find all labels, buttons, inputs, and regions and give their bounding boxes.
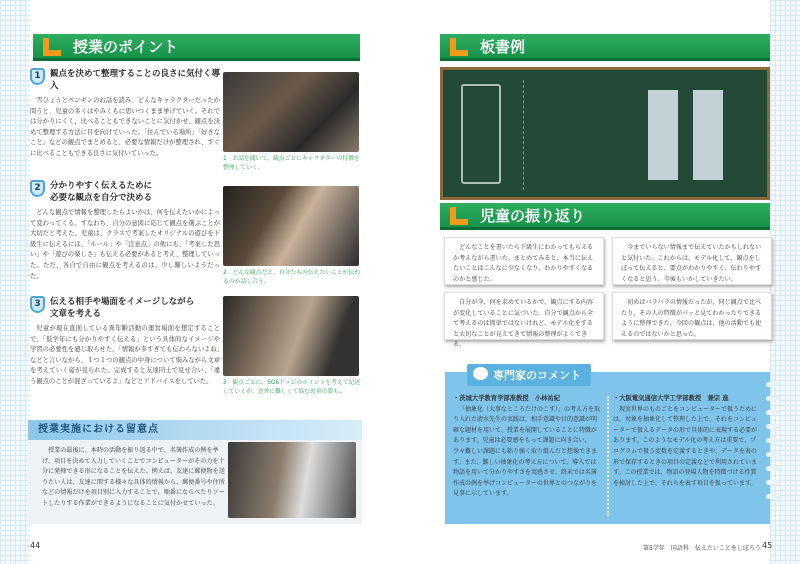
section-heading: 伝える相手や場面をイメージしながら 文章を考える — [50, 297, 195, 319]
expert-comment-2 — [613, 394, 761, 489]
graph-paper-margin-left — [0, 0, 30, 564]
point-section-3 — [30, 296, 220, 388]
notes-title: 授業実施における留意点 — [28, 420, 362, 440]
expert-comment-box — [445, 369, 770, 524]
page-number-left: 44 — [30, 541, 41, 550]
photo-caption-1: 1 お話を聞いて、観点ごとにキャラクターの特徴を整理していく。 — [223, 156, 360, 171]
number-badge: 2 — [30, 180, 45, 197]
number-badge: 1 — [30, 68, 45, 85]
point-section-1 — [30, 68, 220, 160]
page-number-right: 45 — [762, 541, 773, 550]
footer-chapter: 第5学年 国語科 伝えたいことをしぼろう — [643, 545, 761, 552]
banner-title: 板書例 — [480, 38, 526, 56]
comment-author: ・茨城大学教育学部准教授 小林祐紀 — [453, 395, 561, 402]
comment-author: ・大阪電気通信大学工学部教授 兼宗 進 — [613, 395, 729, 402]
classroom-photo-1 — [223, 72, 359, 152]
expert-comment-title: 専門家のコメント — [467, 364, 591, 386]
section-body: 児童が現在直面している異年齢活動の運営場面を想定することで、「低学年にも分かりやすく伝える」という具体的なイメージや学習の必要性を感じ取らせた。「情報が多すぎても伝わらないよね」などと言いながら、１つ１つの観点の中身について悩みながら文章を考えていく姿が見られた。完成すると友達同士で見せ合い、「違う観点のことが混ざっているよ」などとアドバイスをしていた。 — [30, 325, 220, 385]
notebook-rings — [766, 382, 780, 508]
board-example-banner — [440, 34, 770, 61]
banner-title: 児童の振り返り — [480, 207, 586, 225]
lesson-points-banner — [33, 34, 360, 61]
blackboard-image — [440, 67, 770, 200]
section-body: どんな観点で情報を整理したらよいかは、何を伝えたいかによって変わってくる。すなわち、自分の意図に応じて観点を選ぶことが大切だと考えた。児童は、クラスで考案したオリジナルの遊びを下級生に伝えるには、「ルール」や「注意点」の他にも、「考案した思い」や「遊びの楽しさ」も伝える必要があると考え、整理していった。ただ、各自で自由に観点を考えるのは、少し難しいようだった。 — [30, 209, 220, 280]
classroom-photo-3 — [223, 296, 359, 376]
implementation-notes-box — [28, 420, 362, 524]
reflection-card-1: どんなことを書いたら下級生にわかってもらえるか考えながら書いた。まとめてみると、本当に伝えたいことはこんなに少なくなり、わかりやすくなるのかと感じた。 — [444, 237, 604, 285]
comment-body: 現実世界のものごとをコンピューターで扱うためには、対象を抽象化して整理した上で、それをコンピューターで扱えるデータの形で具体的に表現する必要があります。このようなモデル化の考え方は重要で、プログラムで扱う変数を定義するときや、データを表の形で保存するときの項目の定義などで利用されています。この授業では、物語の登場人物を特徴づける性質を検討した上で、それらを表す項目を扱っています。 — [613, 405, 758, 487]
reflection-banner — [440, 203, 770, 230]
l-shape-icon — [448, 207, 468, 227]
reflection-card-4: 初めはバラバラの情報だったが、同じ観点で比べたり、その人の特徴がパッと見てわかったりできるように整理できた。今回の観点は、他の活動でも使えるのではないかと思った。 — [612, 292, 772, 340]
classroom-photo-2 — [223, 186, 359, 266]
section-body: 雪ひょうとペンギンのお話を読み、どんなキャラクターだったか問うと、児童の多くはやみくもに思いつくまま挙げていく。それでは分かりにくく、比べることもできないことに気付かせ、観点を決めて整理する方法に目を向けていった。「住んでいる場所」「好きなこと」などの観点でまとめると、必要な情報だけが整理され、すぐに比べることもできる良さに気付いていった。 — [30, 97, 220, 157]
l-shape-icon — [41, 38, 61, 58]
expert-comment-1 — [453, 394, 601, 500]
section-heading: 観点を決めて整理することの良さに気付く導入 — [50, 69, 221, 91]
photo-caption-2: 2 どんな観点だと、自分たちの伝えたいことが伝わるのか話し合う。 — [223, 270, 361, 285]
banner-title: 授業のポイント — [73, 38, 179, 56]
section-heading: 分かりやすく伝えるために 必要な観点を自分で決める — [50, 181, 153, 203]
notes-body: 授業の最後に、本時の活動を振り返る中で、名簿作成の例を挙げ、項目を決めて入力していくことでコンピューターがその力を十分に発揮できる形になることを伝えた。例えば、友達に郵便物を送りたい人は、友達に関する様々な具体的情報から、郵便番号や住所などの情報だけを項目別に入力することで、順番にならべたりソートしたりする作業ができるようになることに気付かせていった。 — [42, 447, 225, 507]
reflection-card-2: 今までいらない情報まで伝えていたかもしれないと気付いた。これからは、モデル化して、観点をしぼって伝えると、要点がわかりやすく、伝わりやすくなると思う。今後もいかしていきたい。 — [612, 237, 772, 285]
l-shape-icon — [448, 38, 468, 58]
column-divider — [607, 396, 609, 516]
computer-class-photo — [228, 442, 356, 518]
point-section-2 — [30, 180, 220, 282]
number-badge: 3 — [30, 296, 45, 313]
reflection-card-3: 自分が今、何を求めているかで、観点にする内容が変化していることに気づいた。自分で観点から全て考えるのは簡単ではないけれど、モデル化をすると大切なことが見えてきて情報の整理がよくできる。 — [444, 292, 604, 340]
photo-caption-3: 3 観点ごとに、SOSドッジのポイントを考えて記述していくが、意外に難しくて悩む児童の姿も。 — [223, 380, 361, 395]
comment-body: 「抽象化（大事なところだけのこす）」の考え方を取り入れた清水先生の実践は、相手意識や目的意識が明確な題材を用いて、授業を展開していることに特徴があります。児童は必要感をもって課題に向き合い、少々難しい課題にも粘り強く取り組んだと想像できます。また、難しい抽象化の考え方について、導入では物語を用いて分かりやすさを実感させ、終末では名簿作成の例を挙げコンピューターの世界とのつながりを見事に示しています。 — [453, 405, 601, 498]
